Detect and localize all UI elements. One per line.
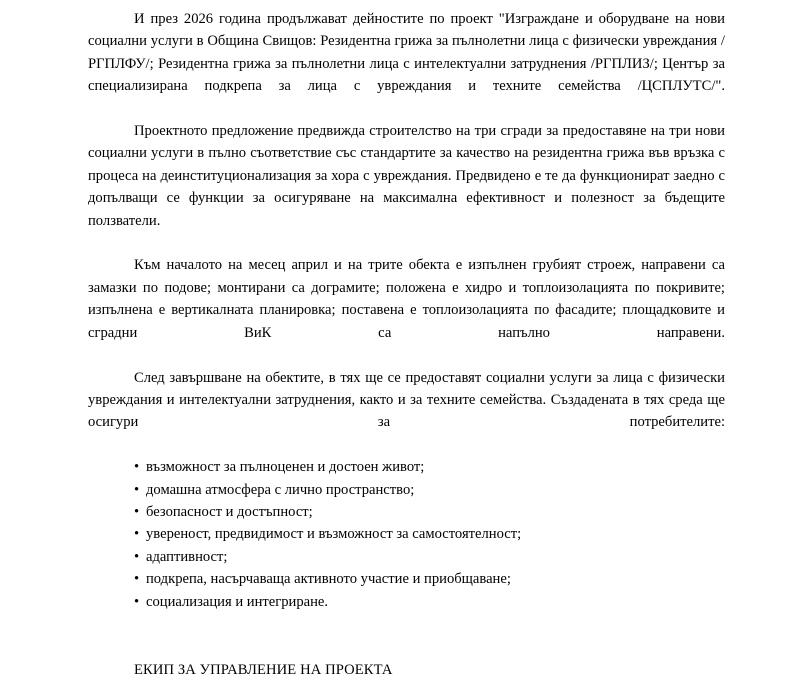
list-item-label: подкрепа, насърчаваща активното участие и приобщаване; [146,571,511,588]
list-item-label: адаптивност; [146,548,228,565]
list-item [88,546,725,568]
list-item [88,501,725,523]
paragraph-3: Към началото на месец април и на трите обекта е изпълнен грубият строеж, направени са замазки по подове; монтирани са дограмите; положена е хидро и топлоизолацията по покривите; изпълнена е вертикалната планировка; поставена е топлоизолацията по фасадите; площадковите и сградни ВиК са напълно направени. [88,257,725,341]
bullet-icon: • [134,526,140,543]
bullet-icon: • [134,548,140,565]
project-management-team-line: ЕКИП ЗА УПРАВЛЕНИЕ НА ПРОЕКТА [134,661,393,678]
paragraph-2: Проектното предложение предвижда строителство на три сгради за предоставяне на три нови социални услуги в пълно съответствие със стандартите за качество на резидентна грижа във връзка с процеса на деинституционализация за хора с увреждания. Предвидено е те да функционират заедно с допълващи се функции за осигуряване на максимална ефективност и полезност за бъдещите ползватели. [88,123,725,229]
list-item-label: възможност за пълноценен и достоен живот; [146,459,425,476]
bullet-icon: • [134,481,140,498]
list-item-label: увереност, предвидимост и възможност за самостоятелност; [146,526,522,543]
bullet-icon: • [134,571,140,588]
list-item [88,591,725,613]
paragraph-4: След завършване на обектите, в тях ще се предоставят социални услуги за лица с физически увреждания и интелектуални затруднения, както и за техните семейства. Създадената в тях среда ще осигури за потребителите: [88,369,725,431]
list-item [88,479,725,501]
signature-block [88,659,725,681]
list-item [88,523,725,545]
list-item-label: домашна атмосфера с лично пространство; [146,481,415,498]
bullet-icon: • [134,503,140,520]
list-item [88,568,725,590]
benefits-bullet-list [88,456,725,613]
paragraph-1: И през 2026 година продължават дейностите по проект "Изграждане и оборудване на нови социални услуги в Община Свищов: Резидентна грижа за пълнолетни лица с физически увреждания /РГПЛФУ/; Резидентна грижа за пълнолетни лица с интелектуални затруднения /РГПЛИЗ/; Център за специализирана подкрепа за лица с увреждания и техните семейства /ЦСПЛУТС/". [88,11,725,95]
document-body [88,8,725,681]
bullet-icon: • [134,459,140,476]
list-item-label: социализация и интегриране. [146,593,329,610]
list-item-label: безопасност и достъпност; [146,503,313,520]
bullet-icon: • [134,593,140,610]
list-item [88,456,725,478]
